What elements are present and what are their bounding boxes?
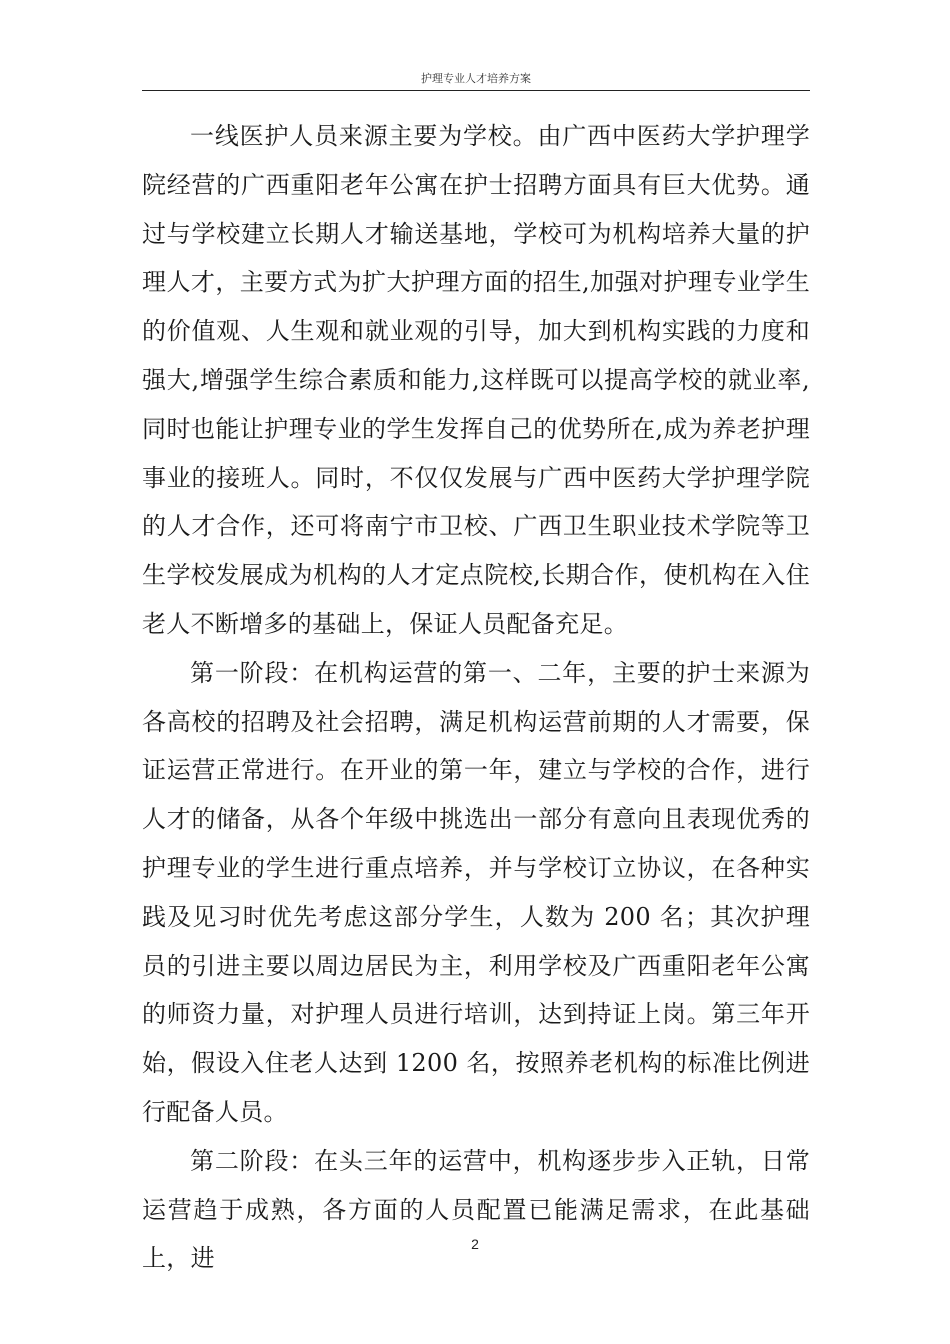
paragraph: 第一阶段：在机构运营的第一、二年，主要的护士来源为各高校的招聘及社会招聘，满足机构运营前期的人才需要，保证运营正常进行。在开业的第一年，建立与学校的合作，进行人才的储备，从各个年级中挑选出一部分有意向且表现优秀的护理专业的学生进行重点培养，并与学校订立协议，在各种实践及见习时优先考虑这部分学生，人数为 200 名；其次护理员的引进主要以周边居民为主，利用学校及广西重阳老年公寓的师资力量，对护理人员进行培训，达到持证上岗。第三年开始，假设入住老人达到 1200 名，按照养老机构的标准比例进行配备人员。 [142,658,810,1126]
paragraph: 一线医护人员来源主要为学校。由广西中医药大学护理学院经营的广西重阳老年公寓在护士招聘方面具有巨大优势。通过与学校建立长期人才输送基地，学校可为机构培养大量的护理人才，主要方式为扩大护理方面的招生,加强对护理专业学生的价值观、人生观和就业观的引导，加大到机构实践的力度和强大,增强学生综合素质和能力,这样既可以提高学校的就业率,同时也能让护理专业的学生发挥自己的优势所在,成为养老护理事业的接班人。同时，不仅仅发展与广西中医药大学护理学院的人才合作，还可将南宁市卫校、广西卫生职业技术学院等卫生学校发展成为机构的人才定点院校,长期合作，使机构在入住老人不断增多的基础上，保证人员配备充足。 [142,122,810,638]
header-divider [142,90,810,91]
page-number: 2 [471,1236,479,1252]
document-body [142,112,810,1283]
paragraph: 第二阶段：在头三年的运营中，机构逐步步入正轨，日常运营趋于成熟，各方面的人员配置已能满足需求，在此基础上，进 [142,1146,810,1273]
running-header: 护理专业人才培养方案 [421,72,531,85]
